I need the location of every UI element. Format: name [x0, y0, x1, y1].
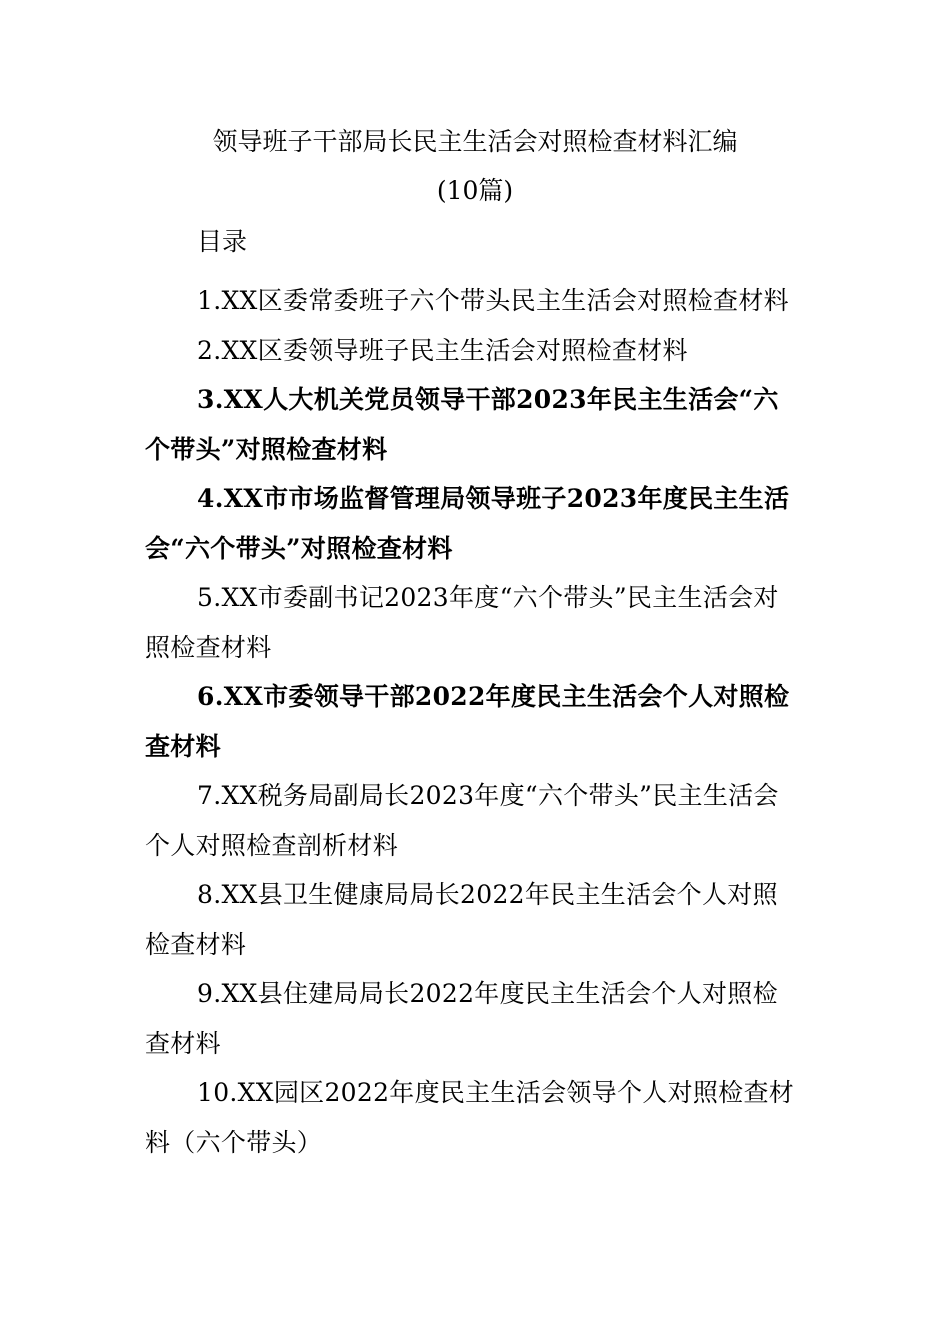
toc-item-8: 8.XX县卫生健康局局长2022年民主生活会个人对照检查材料: [145, 880, 778, 959]
table-of-contents: [145, 276, 800, 1167]
toc-item-2: 2.XX区委领导班子民主生活会对照检查材料: [197, 335, 688, 365]
toc-item-10: 10.XX园区2022年度民主生活会领导个人对照检查材料（六个带头）: [145, 1078, 795, 1157]
document-subtitle: (10篇): [436, 176, 514, 205]
toc-heading: 目录: [197, 227, 248, 256]
toc-item-3: 3.XX人大机关党员领导干部2023年民主生活会“六个带头”对照检查材料: [145, 385, 779, 464]
toc-item-4: 4.XX市市场监督管理局领导班子2023年度民主生活会“六个带头”对照检查材料: [145, 484, 790, 563]
toc-item-7: 7.XX税务局副局长2023年度“六个带头”民主生活会个人对照检查剖析材料: [145, 781, 779, 860]
toc-item-1: 1.XX区委常委班子六个带头民主生活会对照检查材料: [197, 286, 789, 315]
toc-item-6: 6.XX市委领导干部2022年度民主生活会个人对照检查材料: [145, 682, 790, 761]
toc-item-5: 5.XX市委副书记2023年度“六个带头”民主生活会对照检查材料: [145, 583, 779, 662]
toc-item-9: 9.XX县住建局局长2022年度民主生活会个人对照检查材料: [145, 979, 778, 1058]
document-title: 领导班子干部局长民主生活会对照检查材料汇编: [212, 127, 738, 156]
